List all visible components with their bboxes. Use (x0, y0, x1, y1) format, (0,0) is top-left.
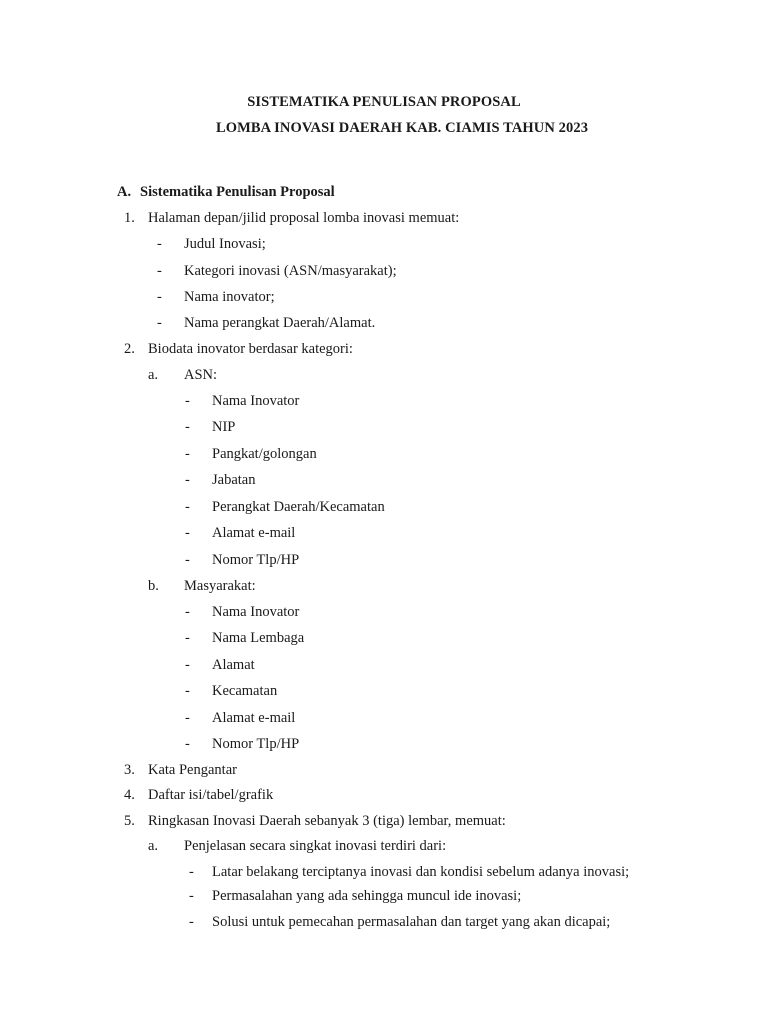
list-item-dash: - (157, 263, 162, 279)
list-item: Judul Inovasi; (184, 236, 266, 252)
item-5a-marker: a. (148, 838, 159, 854)
list-item: NIP (212, 419, 236, 435)
list-item-dash: - (189, 864, 194, 880)
list-item: Nama inovator; (184, 289, 275, 305)
list-item-dash: - (189, 914, 194, 930)
list-item: Permasalahan yang ada sehingga muncul ide inovasi; (212, 888, 522, 904)
item-5-text: Ringkasan Inovasi Daerah sebanyak 3 (tiga) lembar, memuat: (148, 813, 506, 829)
list-item: Alamat e-mail (212, 710, 296, 726)
list-item: Nama Inovator (212, 393, 300, 409)
list-item: Latar belakang terciptanya inovasi dan kondisi sebelum adanya inovasi; (212, 864, 630, 880)
list-item-dash: - (185, 499, 190, 515)
list-item-dash: - (185, 736, 190, 752)
list-item-dash: - (185, 393, 190, 409)
list-item: Kategori inovasi (ASN/masyarakat); (184, 263, 397, 279)
list-item: Jabatan (212, 472, 256, 488)
item-2b-marker: b. (148, 578, 159, 594)
item-2b-text: Masyarakat: (184, 578, 256, 594)
list-item: Nama Lembaga (212, 630, 305, 646)
list-item-dash: - (185, 657, 190, 673)
list-item-dash: - (185, 683, 190, 699)
list-item-dash: - (185, 604, 190, 620)
list-item: Perangkat Daerah/Kecamatan (212, 499, 385, 515)
list-item: Nama perangkat Daerah/Alamat. (184, 315, 376, 331)
list-item-dash: - (185, 472, 190, 488)
item-2-text: Biodata inovator berdasar kategori: (148, 341, 353, 357)
list-item: Alamat (212, 657, 255, 673)
item-4-marker: 4. (124, 787, 135, 803)
list-item-dash: - (157, 315, 162, 331)
list-item: Solusi untuk pemecahan permasalahan dan target yang akan dicapai; (212, 914, 611, 930)
list-item-dash: - (185, 552, 190, 568)
item-1-marker: 1. (124, 210, 135, 226)
list-item: Kecamatan (212, 683, 278, 699)
list-item-dash: - (185, 419, 190, 435)
section-a-marker: A. (117, 184, 132, 200)
item-3-text: Kata Pengantar (148, 762, 237, 778)
item-3-marker: 3. (124, 762, 135, 778)
list-item-dash: - (157, 289, 162, 305)
item-2a-marker: a. (148, 367, 159, 383)
list-item-dash: - (185, 710, 190, 726)
list-item: Nama Inovator (212, 604, 300, 620)
item-5-marker: 5. (124, 813, 135, 829)
item-4-text: Daftar isi/tabel/grafik (148, 787, 274, 803)
item-5a-text: Penjelasan secara singkat inovasi terdiri dari: (184, 838, 447, 854)
list-item-dash: - (185, 525, 190, 541)
document-title-line-1: SISTEMATIKA PENULISAN PROPOSAL (247, 94, 521, 110)
list-item: Nomor Tlp/HP (212, 736, 300, 752)
list-item-dash: - (189, 888, 194, 904)
list-item-dash: - (185, 630, 190, 646)
list-item: Pangkat/golongan (212, 446, 317, 462)
list-item: Nomor Tlp/HP (212, 552, 300, 568)
document-title-line-2: LOMBA INOVASI DAERAH KAB. CIAMIS TAHUN 2023 (215, 120, 589, 136)
item-2-marker: 2. (124, 341, 135, 357)
item-2a-text: ASN: (184, 367, 218, 383)
list-item-dash: - (185, 446, 190, 462)
list-item-dash: - (157, 236, 162, 252)
list-item: Alamat e-mail (212, 525, 296, 541)
item-1-text: Halaman depan/jilid proposal lomba inovasi memuat: (148, 210, 460, 226)
section-a-heading: Sistematika Penulisan Proposal (140, 184, 335, 200)
